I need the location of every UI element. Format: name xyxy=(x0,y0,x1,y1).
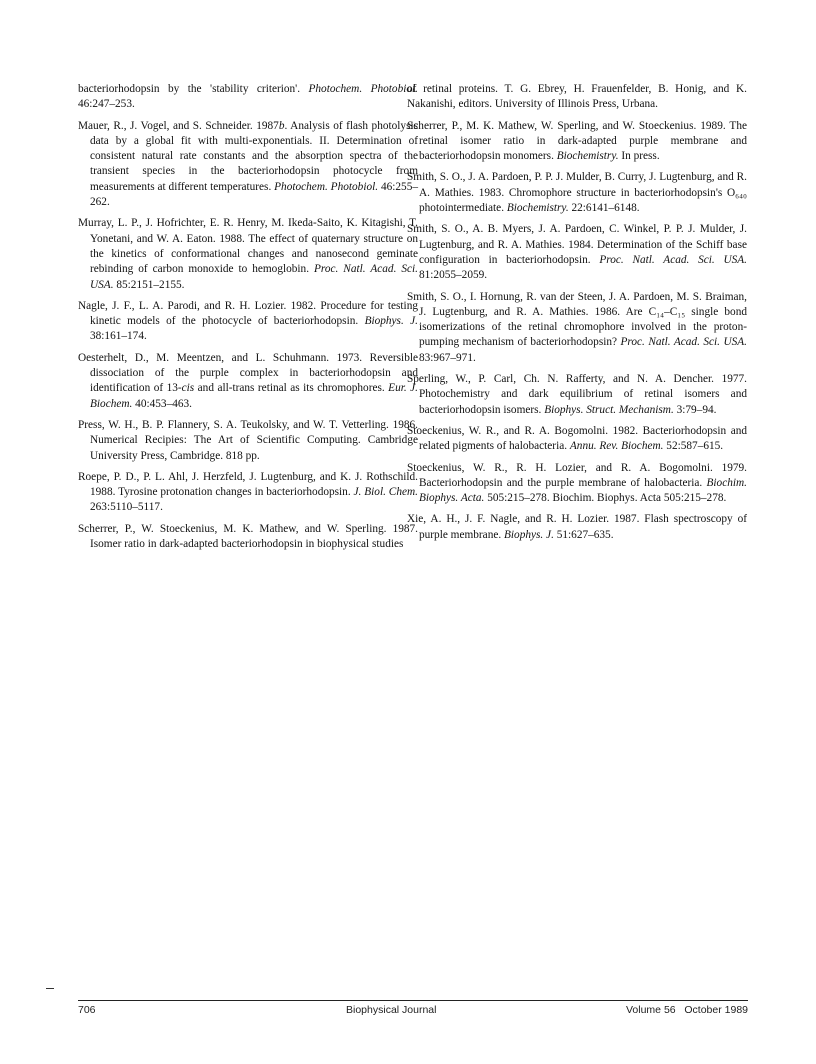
reference-entry: bacteriorhodopsin by the 'stability criterion'. Photochem. Photobiol. 46:247–253. xyxy=(78,83,418,111)
reference-entry: Murray, L. P., J. Hofrichter, E. R. Henry, M. Ikeda-Saito, K. Kitagishi, T. Yonetani, and W. A. Eaton. 1988. The effect of quaternary structure on the kinetics of conformational changes and nanosecond geminate rebinding of carbon monoxide to hemoglobin. Proc. Natl. Acad. Sci. USA. 85:2151–2155. xyxy=(78,217,418,291)
page-number: 706 xyxy=(78,1004,96,1016)
reference-entry: Stoeckenius, W. R., R. H. Lozier, and R. A. Bogomolni. 1979. Bacteriorhodopsin and the purple membrane of halobacteria. Biochim. Biophys. Acta. 505:215–278. Biochim. Biophys. Acta 505:215–278. xyxy=(407,461,747,505)
journal-name: Biophysical Journal xyxy=(346,1004,437,1016)
footer-rule xyxy=(78,1000,748,1001)
reference-entry: Scherrer, P., W. Stoeckenius, M. K. Mathew, and W. Sperling. 1987. Isomer ratio in dark-adapted bacteriorhodopsin in biophysical studies xyxy=(78,522,418,551)
page-footer xyxy=(78,1004,748,1020)
reference-entry: Roepe, P. D., P. L. Ahl, J. Herzfeld, J. Lugtenburg, and K. J. Rothschild. 1988. Tyrosine protonation changes in bacteriorhodopsin. J. Biol. Chem. 263:5110–5117. xyxy=(78,470,418,514)
reference-entry: Sperling, W., P. Carl, Ch. N. Rafferty, and N. A. Dencher. 1977. Photochemistry and dark equilibrium of retinal isomers and bacteriorhodopsin isomers. Biophys. Struct. Mechanism. 3:79–94. xyxy=(407,373,747,416)
references-left-column xyxy=(78,82,418,558)
reference-entry: Press, W. H., B. P. Flannery, S. A. Teukolsky, and W. T. Vetterling. 1986. Numerical Recipies: The Art of Scientific Computing. Cambridge University Press, Cambridge. 818 pp. xyxy=(78,418,418,462)
reference-entry: Mauer, R., J. Vogel, and S. Schneider. 1987b. Analysis of flash photolysis data by a global fit with multi-exponentials. II. Determination of consistent natural rate constants and the absorption spectra of the transient species in the bacteriorhodopsin photocycle from measurements at different temperatures. Photochem. Photobiol. 46:255–262. xyxy=(78,119,418,209)
reference-entry: Oesterhelt, D., M. Meentzen, and L. Schuhmann. 1973. Reversible dissociation of the purple complex in bacteriorhodopsin and identification of 13-cis and all-trans retinal as its chromophores. Eur. J. Biochem. 40:453–463. xyxy=(78,351,418,410)
crop-mark xyxy=(46,988,54,989)
volume-date: Volume 56 October 1989 xyxy=(626,1004,748,1016)
reference-entry: Smith, S. O., I. Hornung, R. van der Steen, J. A. Pardoen, M. S. Braiman, J. Lugtenburg, and R. A. Mathies. 1986. Are C₁₄–C₁₅ single bond isomerizations of the retinal chromophore involved in the proton-pumping mechanism of bacteriorhodopsin? Proc. Natl. Acad. Sci. USA. 83:967–971. xyxy=(407,290,747,364)
reference-entry: Xie, A. H., J. F. Nagle, and R. H. Lozier. 1987. Flash spectroscopy of purple membrane. Biophys. J. 51:627–635. xyxy=(407,513,747,541)
reference-entry: Stoeckenius, W. R., and R. A. Bogomolni. 1982. Bacteriorhodopsin and related pigments of halobacteria. Annu. Rev. Biochem. 52:587–615. xyxy=(407,424,747,453)
references-right-column xyxy=(407,82,747,549)
reference-entry: Smith, S. O., A. B. Myers, J. A. Pardoen, C. Winkel, P. P. J. Mulder, J. Lugtenburg, and R. A. Mathies. 1984. Determination of the Schiff base configuration in bacteriorhodopsin. Proc. Natl. Acad. Sci. USA. 81:2055–2059. xyxy=(407,223,748,282)
reference-entry: of retinal proteins. T. G. Ebrey, H. Frauenfelder, B. Honig, and K. Nakanishi, editors. University of Illinois Press, Urbana. xyxy=(407,83,747,111)
reference-entry: Nagle, J. F., L. A. Parodi, and R. H. Lozier. 1982. Procedure for testing kinetic models of the photocycle of bacteriorhodopsin. Biophys. J. 38:161–174. xyxy=(78,299,418,343)
reference-entry: Scherrer, P., M. K. Mathew, W. Sperling, and W. Stoeckenius. 1989. The retinal isomer ratio in dark-adapted purple membrane and bacteriorhodopsin monomers. Biochemistry. In press. xyxy=(407,119,747,163)
reference-entry: Smith, S. O., J. A. Pardoen, P. P. J. Mulder, B. Curry, J. Lugtenburg, and R. A. Mathies. 1983. Chromophore structure in bacteriorhodopsin's O₆₄₀ photointermediate. Biochemistry. 22:6141–6148. xyxy=(407,171,747,215)
